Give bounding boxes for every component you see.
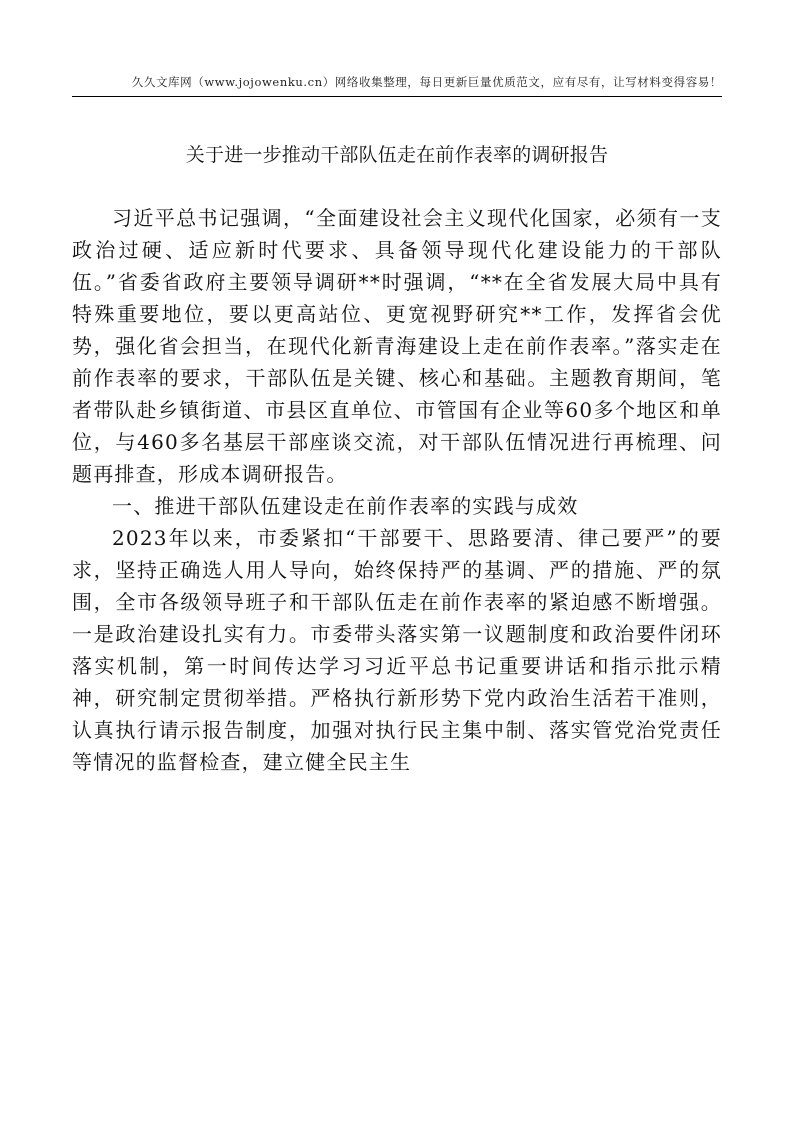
document-body	[72, 200, 722, 778]
document-title: 关于进一步推动干部队伍走在前作表率的调研报告	[185, 144, 609, 166]
section-paragraph: 2023年以来，市委紧扣“干部要干、思路要清、律己要严”的要求，坚持正确选人用人导向，始终保持严的基调、严的措施、严的氛围，全市各级领导班子和干部队伍走在前作表率的紧迫感不断增强。一是政治建设扎实有力。市委带头落实第一议题制度和政治要件闭环落实机制，第一时间传达学习习近平总书记重要讲话和指示批示精神，研究制定贯彻举措。严格执行新形势下党内政治生活若干准则，认真执行请示报告制度，加强对执行民主集中制、落实管党治党责任等情况的监督检查，建立健全民主生	[72, 526, 722, 774]
running-header: 久久文库网（www.jojowenku.cn）网络收集整理，每日更新巨量优质范文，应有尽有，让写材料变得容易！	[131, 75, 722, 89]
intro-paragraph: 习近平总书记强调，“全面建设社会主义现代化国家，必须有一支政治过硬、适应新时代要求、具备领导现代化建设能力的干部队伍。”省委省政府主要领导调研**时强调，“**在全省发展大局中具有特殊重要地位，要以更高站位、更宽视野研究**工作，发挥省会优势，强化省会担当，在现代化新青海建设上走在前作表率。”落实走在前作表率的要求，干部队伍是关键、核心和基础。主题教育期间，笔者带队赴乡镇街道、市县区直单位、市管国有企业等60多个地区和单位，与460多名基层干部座谈交流，对干部队伍情况进行再梳理、问题再排查，形成本调研报告。	[72, 206, 722, 486]
header-divider	[72, 96, 722, 97]
section-heading: 一、推进干部队伍建设走在前作表率的实践与成效	[112, 494, 579, 518]
